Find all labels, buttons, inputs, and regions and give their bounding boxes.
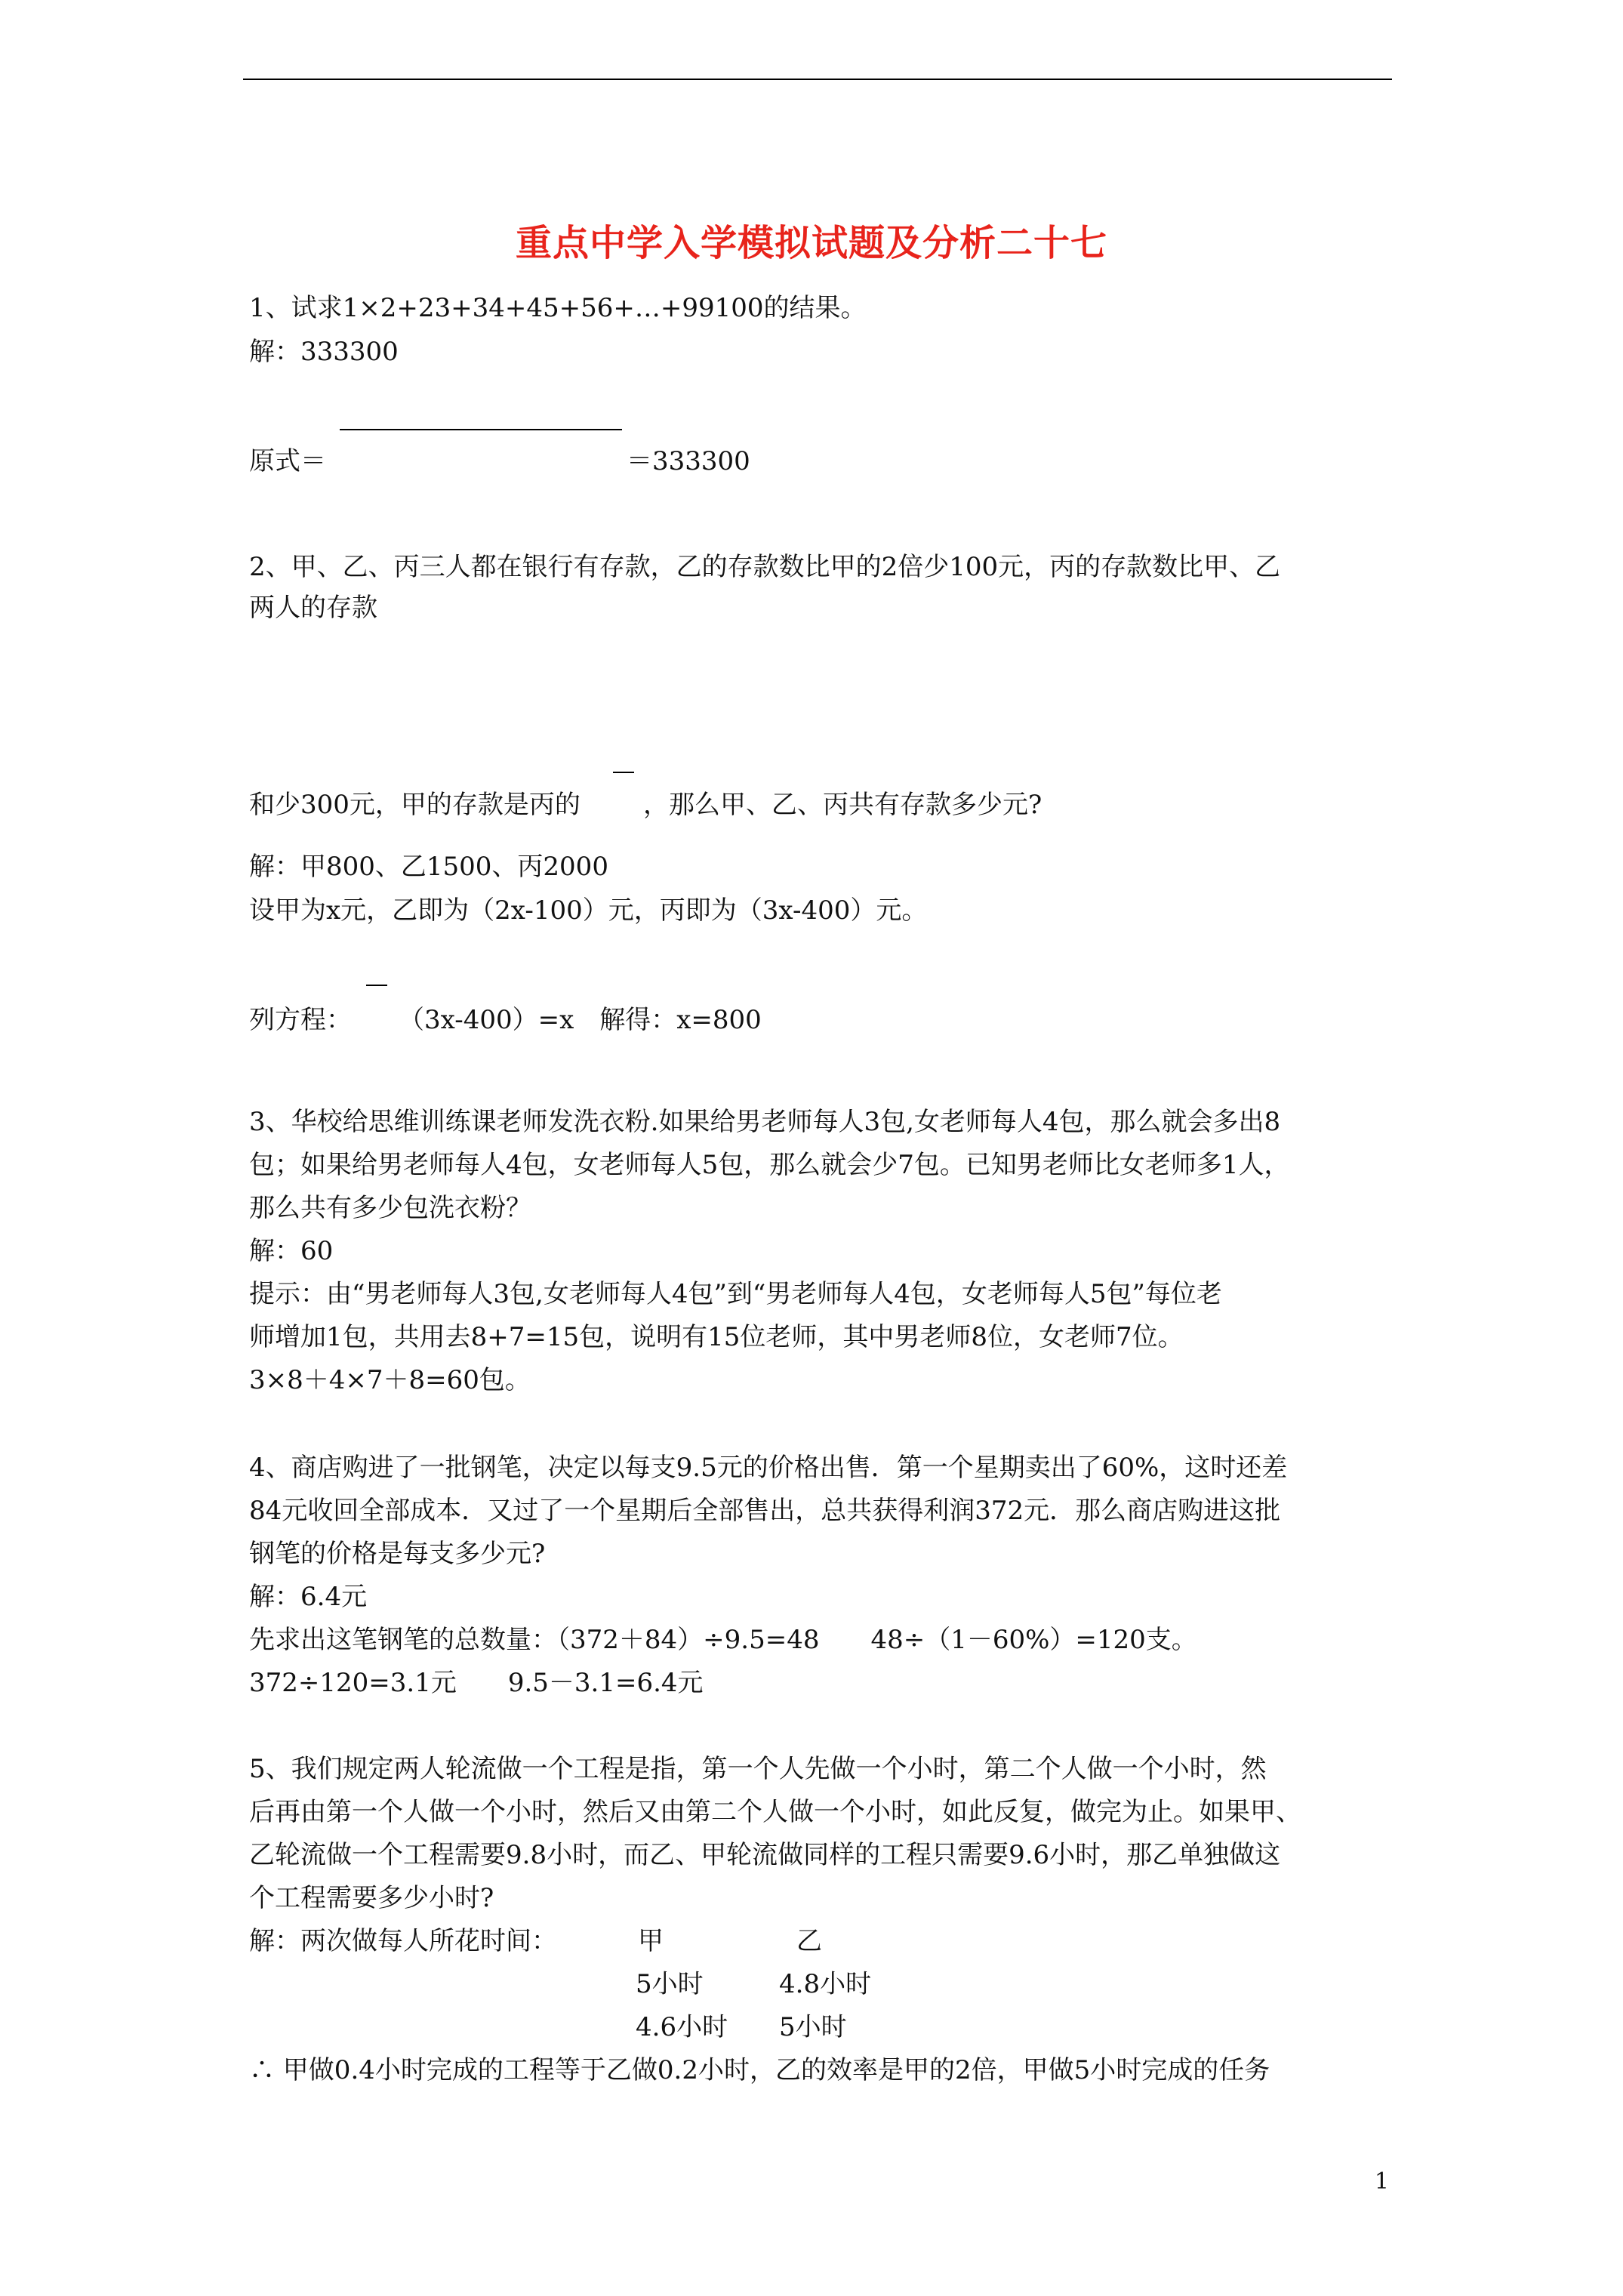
q1-formula-prefix: 原式＝ bbox=[249, 446, 326, 476]
q3-answer: 解：60 bbox=[249, 1236, 334, 1266]
q3-line-2: 包；如果给男老师每人4包，女老师每人5包，那么就会少7包。已知男老师比女老师多1人， bbox=[249, 1150, 1290, 1180]
q4-line-3: 钢笔的价格是每支多少元? bbox=[249, 1539, 546, 1569]
page-number: 1 bbox=[1374, 2168, 1389, 2195]
q3-line-3: 那么共有多少包洗衣粉？ bbox=[249, 1193, 531, 1223]
q3-hint-line-2: 师增加1包，共用去8+7=15包，说明有15位老师，其中男老师8位，女老师7位。 bbox=[249, 1322, 1184, 1352]
q2-fraction-bar bbox=[613, 772, 634, 773]
q2-answer: 解：甲800、乙1500、丙2000 bbox=[249, 852, 608, 882]
q2-question-line-3b: ，那么甲、乙、丙共有存款多少元? bbox=[643, 790, 1042, 820]
q5-row1-b: 4.8小时 bbox=[779, 1969, 872, 1999]
q5-row1-a: 5小时 bbox=[636, 1969, 704, 1999]
q4-answer: 解：6.4元 bbox=[249, 1582, 368, 1612]
q2-question-line-3a: 和少300元，甲的存款是丙的 bbox=[249, 790, 581, 820]
header-rule bbox=[243, 79, 1392, 80]
q3-hint-line-1: 提示：由“男老师每人3包,女老师每人4包”到“男老师每人4包，女老师每人5包”每位老 bbox=[249, 1279, 1222, 1309]
q1-answer: 解：333300 bbox=[249, 337, 399, 367]
q5-line-1: 5、我们规定两人轮流做一个工程是指，第一个人先做一个小时，第二个人做一个小时，然 bbox=[249, 1754, 1267, 1784]
q2-equation-label: 列方程： bbox=[249, 1005, 352, 1035]
q4-solution-2: 372÷120=3.1元 9.5－3.1=6.4元 bbox=[249, 1668, 704, 1698]
page-title: 重点中学入学模拟试题及分析二十七 bbox=[515, 222, 1107, 264]
q3-hint-line-3: 3×8＋4×7＋8=60包。 bbox=[249, 1365, 531, 1395]
q4-solution-1: 先求出这笔钢笔的总数量：（372＋84）÷9.5=48 48÷（1－60%）=120支。 bbox=[249, 1625, 1197, 1655]
q2-equation-body: （3x-400）=x 解得：x=800 bbox=[399, 1005, 762, 1035]
q2-question-line-2: 两人的存款 bbox=[249, 593, 377, 623]
q4-line-2: 84元收回全部成本．又过了一个星期后全部售出，总共获得利润372元．那么商店购进这批 bbox=[249, 1496, 1281, 1526]
q2-step-1: 设甲为x元，乙即为（2x-100）元，丙即为（3x-400）元。 bbox=[249, 895, 928, 926]
q1-fraction-bar bbox=[340, 429, 622, 430]
q5-line-2: 后再由第一个人做一个小时，然后又由第二个人做一个小时，如此反复，做完为止。如果甲、 bbox=[249, 1797, 1301, 1827]
q2-question-line-1: 2、甲、乙、丙三人都在银行有存款，乙的存款数比甲的2倍少100元，丙的存款数比甲、乙 bbox=[249, 552, 1281, 582]
q1-question: 1、试求1×2+23+34+45+56+…+99100的结果。 bbox=[249, 293, 867, 323]
q5-line-3: 乙轮流做一个工程需要9.8小时，而乙、甲轮流做同样的工程只需要9.6小时，那乙单独做这 bbox=[249, 1840, 1281, 1870]
q5-row2-b: 5小时 bbox=[779, 2012, 847, 2042]
q4-line-1: 4、商店购进了一批钢笔，决定以每支9.5元的价格出售．第一个星期卖出了60%，这时还差 bbox=[249, 1453, 1288, 1483]
q5-line-4: 个工程需要多少小时? bbox=[249, 1883, 494, 1913]
q5-col-b-head: 乙 bbox=[796, 1926, 822, 1956]
q1-formula-result: ＝333300 bbox=[627, 446, 750, 476]
q5-row2-a: 4.6小时 bbox=[636, 2012, 728, 2042]
q5-solution-label: 解：两次做每人所花时间： bbox=[249, 1926, 557, 1956]
q5-conclusion: ∴ 甲做0.4小时完成的工程等于乙做0.2小时，乙的效率是甲的2倍，甲做5小时完成的任务 bbox=[249, 2055, 1270, 2085]
q2-eq-fraction-bar bbox=[366, 985, 387, 986]
q3-line-1: 3、华校给思维训练课老师发洗衣粉.如果给男老师每人3包,女老师每人4包，那么就会多出8 bbox=[249, 1107, 1281, 1137]
q5-col-a-head: 甲 bbox=[638, 1926, 664, 1956]
